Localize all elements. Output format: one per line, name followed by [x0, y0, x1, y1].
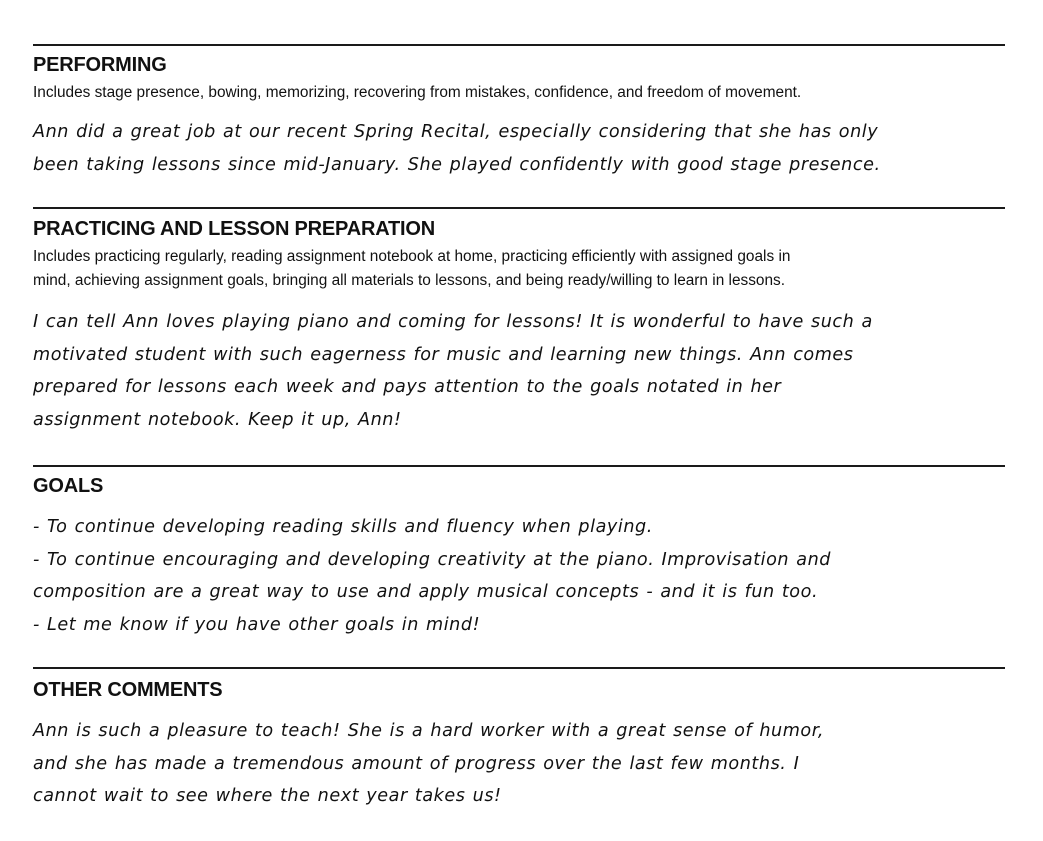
- comment-line: Ann did a great job at our recent Spring Recital, especially considering that she has only: [33, 122, 879, 142]
- goal-item: - To continue developing reading skills and fluency when playing.: [33, 517, 653, 537]
- practicing-description: [33, 245, 1008, 293]
- other-comments-text: [33, 715, 1008, 813]
- description-line: mind, achieving assignment goals, bringing all materials to lessons, and being ready/willing to learn in lessons.: [33, 272, 785, 289]
- comment-line: Ann is such a pleasure to teach! She is a hard worker with a great sense of humor,: [33, 721, 825, 741]
- performing-description: Includes stage presence, bowing, memorizing, recovering from mistakes, confidence, and freedom of movement.: [33, 84, 802, 101]
- goal-item: - Let me know if you have other goals in mind!: [33, 614, 481, 635]
- section-divider: [33, 207, 1005, 209]
- performing-heading: PERFORMING: [33, 54, 167, 76]
- comment-line: motivated student with such eagerness for music and learning new things. Ann comes: [33, 344, 854, 365]
- description-line: Includes practicing regularly, reading assignment notebook at home, practicing efficiently with assigned goals in: [33, 248, 791, 265]
- comment-line: assignment notebook. Keep it up, Ann!: [33, 409, 402, 430]
- comment-line: been taking lessons since mid-January. She played confidently with good stage presence.: [33, 154, 881, 175]
- goal-item: - To continue encouraging and developing creativity at the piano. Improvisation and: [33, 549, 832, 570]
- comment-line: cannot wait to see where the next year takes us!: [33, 786, 502, 806]
- practicing-comment: [33, 306, 1008, 436]
- performing-comment: [33, 116, 1008, 181]
- section-divider: [33, 44, 1005, 46]
- goal-item: composition are a great way to use and apply musical concepts - and it is fun too.: [33, 582, 819, 602]
- practicing-heading: PRACTICING AND LESSON PREPARATION: [33, 218, 435, 240]
- comment-line: I can tell Ann loves playing piano and coming for lessons! It is wonderful to have such a: [33, 312, 873, 332]
- comment-line: prepared for lessons each week and pays attention to the goals notated in her: [33, 377, 782, 397]
- comment-line: and she has made a tremendous amount of progress over the last few months. I: [33, 753, 800, 774]
- section-divider: [33, 465, 1005, 467]
- other-comments-heading: OTHER COMMENTS: [33, 679, 223, 701]
- goals-heading: GOALS: [33, 475, 104, 497]
- section-divider: [33, 667, 1005, 669]
- goals-list: [33, 511, 1008, 641]
